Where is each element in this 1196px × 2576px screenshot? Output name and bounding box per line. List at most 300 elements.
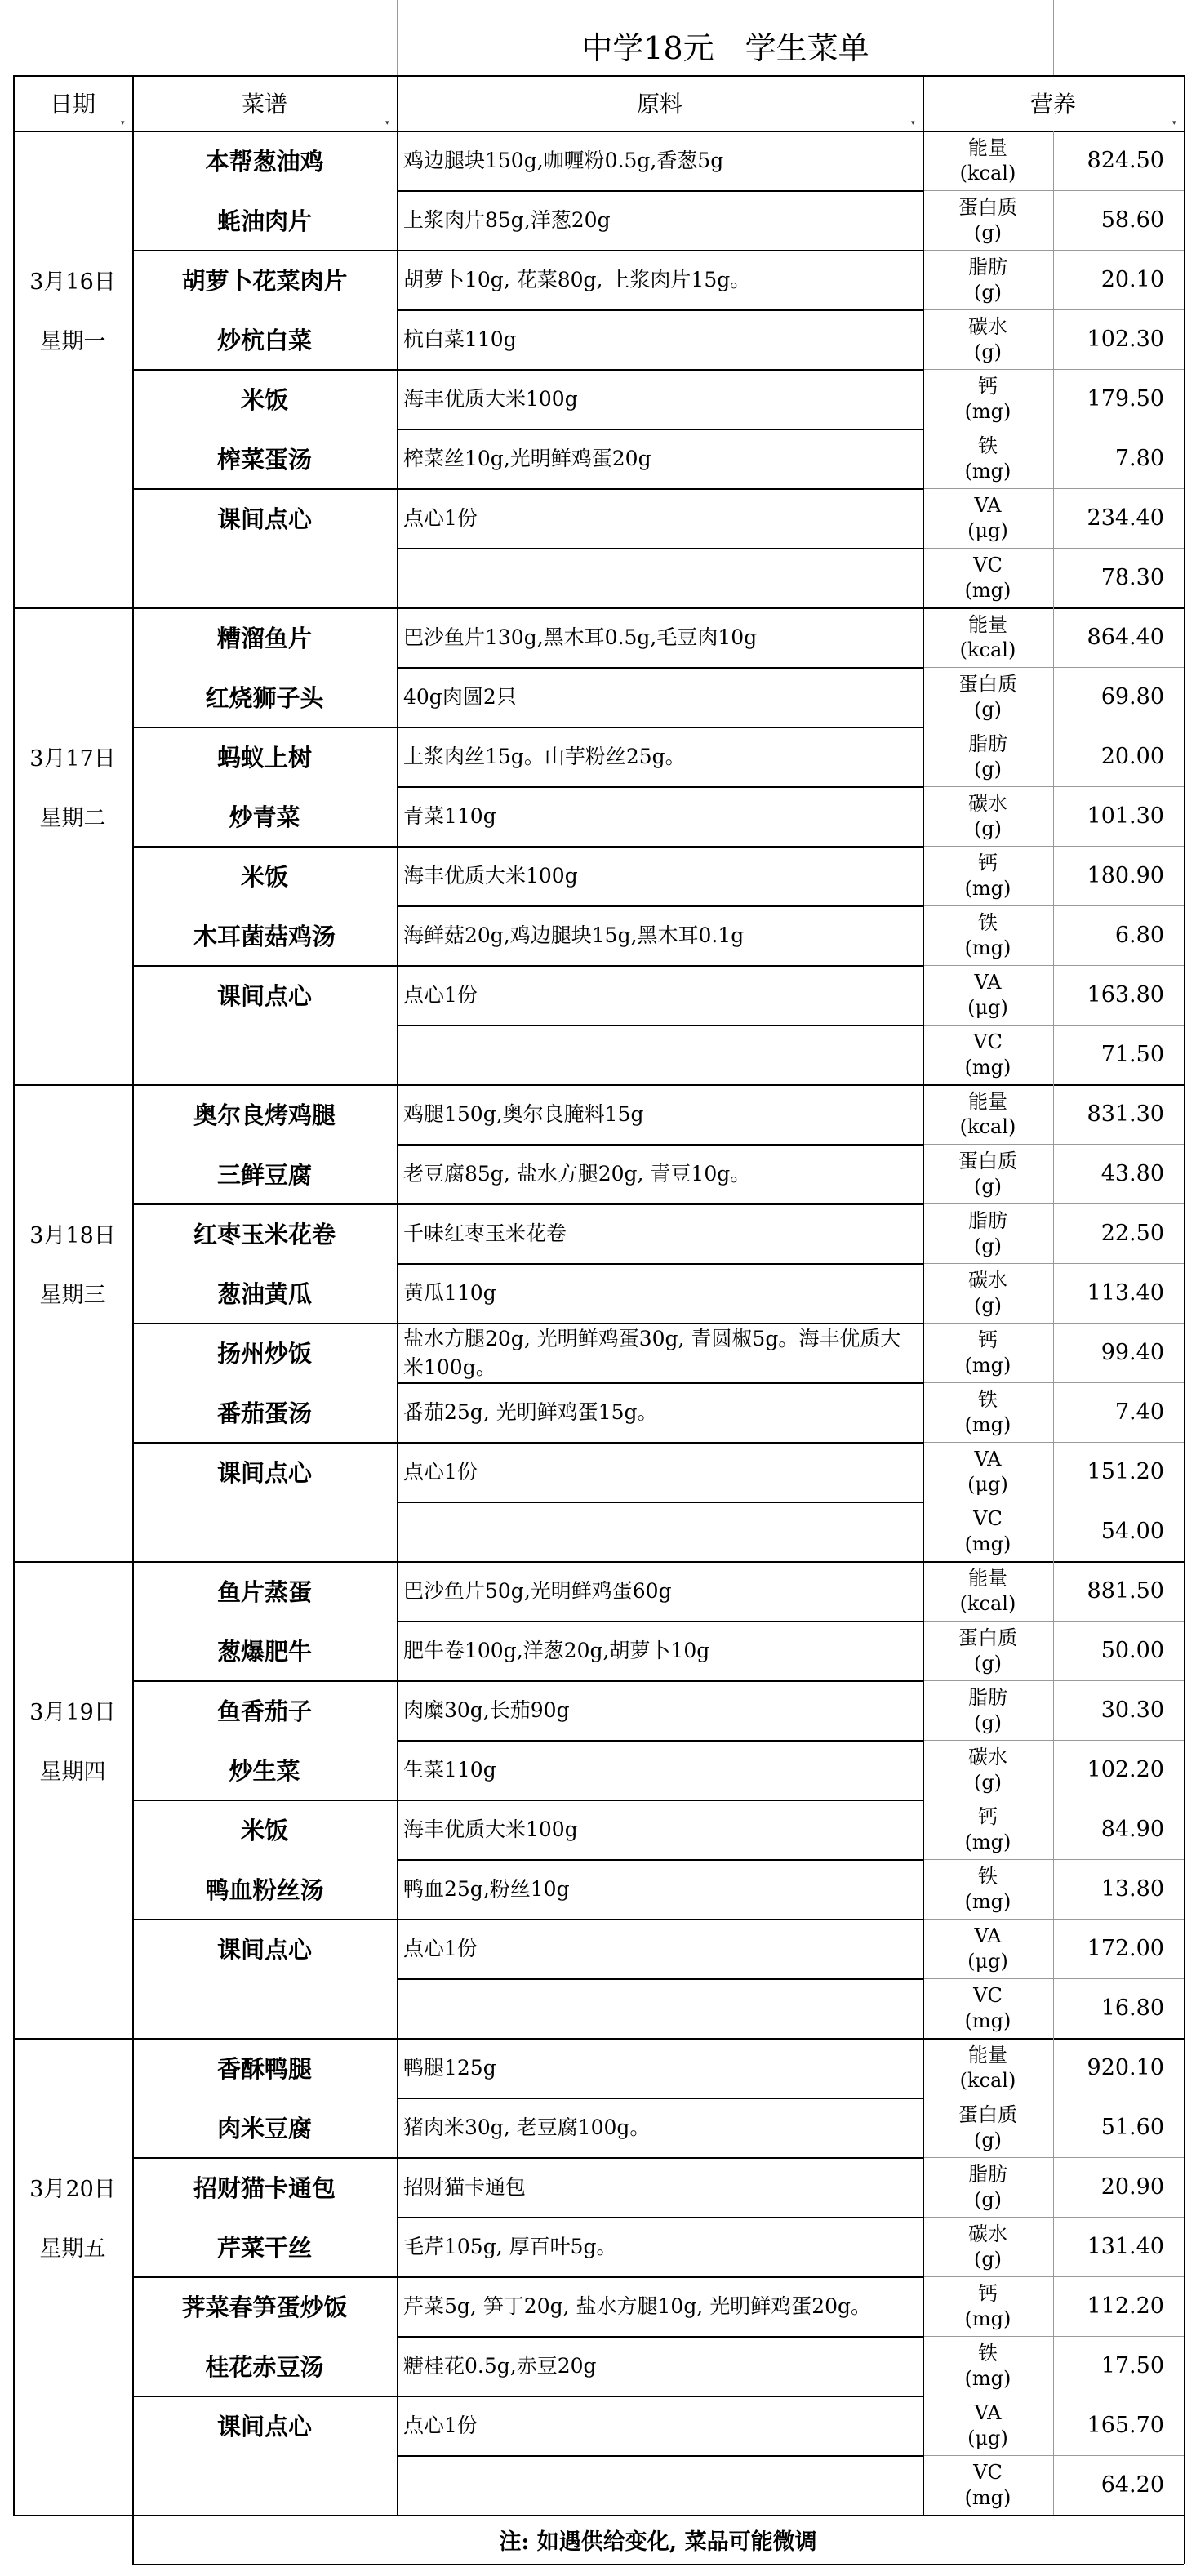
weekday-cell: 星期一 bbox=[39, 329, 106, 354]
grid-line bbox=[397, 190, 923, 192]
nutrient-unit: (mg) bbox=[964, 578, 1011, 602]
dish-name: 番茄蛋汤 bbox=[216, 1399, 312, 1427]
dish-name: 课间点心 bbox=[216, 982, 312, 1010]
nutrient-unit: (kcal) bbox=[959, 1591, 1016, 1615]
nutrient-label bbox=[923, 488, 1053, 548]
grid-line bbox=[132, 2396, 923, 2397]
ingredient-cell: 点心1份 bbox=[403, 506, 478, 530]
nutrient-label bbox=[923, 250, 1053, 309]
nutrient-label bbox=[923, 1263, 1053, 1323]
nutrient-unit: (mg) bbox=[964, 399, 1011, 423]
nutrient-label bbox=[923, 965, 1053, 1025]
nutrient-unit: (mg) bbox=[964, 1413, 1011, 1436]
ingredient-cell: 上浆肉丝15g。山芋粉丝25g。 bbox=[403, 745, 686, 768]
nutrient-name: 蛋白质 bbox=[958, 195, 1017, 219]
nutrient-value: 20.10 bbox=[1100, 267, 1164, 292]
grid-line bbox=[132, 369, 923, 371]
nutrient-unit: (kcal) bbox=[959, 161, 1016, 185]
ingredient-cell bbox=[397, 1502, 923, 1561]
nutrient-name: VC bbox=[973, 1983, 1003, 2007]
nutrient-name: 铁 bbox=[978, 1387, 998, 1411]
weekday-cell: 星期四 bbox=[39, 1760, 106, 1785]
nutrient-name: 钙 bbox=[978, 2281, 998, 2305]
grid-line bbox=[397, 786, 923, 788]
nutrient-unit: (mg) bbox=[964, 2366, 1011, 2390]
nutrient-value: 84.90 bbox=[1100, 1817, 1164, 1842]
ingredient-cell: 胡萝卜10g, 花菜80g, 上浆肉片15g。 bbox=[403, 268, 751, 291]
nutrient-label bbox=[923, 1740, 1053, 1800]
ingredient-cell: 点心1份 bbox=[403, 983, 478, 1007]
ingredient-cell: 生菜110g bbox=[403, 1758, 496, 1782]
nutrient-name: VA bbox=[974, 970, 1002, 994]
nutrient-unit: (mg) bbox=[964, 876, 1011, 900]
nutrient-value: 20.00 bbox=[1100, 744, 1164, 769]
grid-line bbox=[397, 1740, 923, 1742]
nutrient-value: 102.20 bbox=[1087, 1757, 1164, 1782]
nutrient-name: VA bbox=[974, 1924, 1002, 1947]
dish-name: 葱爆肥牛 bbox=[216, 1638, 312, 1666]
nutrient-name: 铁 bbox=[978, 910, 998, 934]
dish-name: 炒生菜 bbox=[229, 1757, 300, 1785]
nutrient-name: 脂肪 bbox=[968, 1685, 1007, 1709]
ingredient-cell: 盐水方腿20g, 光明鲜鸡蛋30g, 青圆椒5g。海丰优质大米100g。 bbox=[403, 1326, 901, 1379]
date-cell: 3月20日 bbox=[29, 2177, 116, 2202]
dish-name bbox=[132, 1502, 397, 1561]
nutrient-label bbox=[923, 548, 1053, 607]
ingredient-cell: 点心1份 bbox=[403, 1460, 478, 1484]
nutrient-unit: (mg) bbox=[964, 2307, 1011, 2330]
nutrient-name: 钙 bbox=[978, 374, 998, 398]
dish-name: 课间点心 bbox=[216, 505, 312, 533]
dish-name: 蚝油肉片 bbox=[216, 207, 312, 235]
grid-line bbox=[132, 1442, 923, 1444]
dish-name bbox=[132, 1978, 397, 2038]
dish-name: 肉米豆腐 bbox=[216, 2115, 312, 2142]
dish-name: 炒杭白菜 bbox=[216, 327, 312, 354]
nutrient-value: 831.30 bbox=[1087, 1101, 1164, 1127]
nutrient-label bbox=[923, 2098, 1053, 2157]
ingredient-cell: 海丰优质大米100g bbox=[403, 864, 578, 888]
nutrient-name: 脂肪 bbox=[968, 732, 1007, 755]
nutrient-label bbox=[923, 1502, 1053, 1561]
dish-name: 蚂蚁上树 bbox=[216, 744, 312, 772]
filter-dropdown-icon[interactable]: ▾ bbox=[121, 119, 125, 127]
ingredient-cell: 千味红枣玉米花卷 bbox=[403, 1221, 567, 1245]
ingredient-cell: 黄瓜110g bbox=[403, 1281, 496, 1305]
nutrient-label bbox=[923, 1084, 1053, 1144]
nutrient-value: 7.40 bbox=[1114, 1399, 1164, 1425]
dish-name: 招财猫卡通包 bbox=[193, 2174, 336, 2202]
nutrient-unit: (kcal) bbox=[959, 1114, 1016, 1138]
grid-line bbox=[132, 75, 134, 2564]
nutrient-unit: (mg) bbox=[964, 1532, 1011, 1555]
grid-line bbox=[397, 2455, 923, 2457]
grid-line bbox=[132, 965, 923, 967]
ingredient-cell: 肉糜30g,长茄90g bbox=[403, 1698, 570, 1722]
dish-name: 鸭血粉丝汤 bbox=[205, 1876, 324, 1904]
nutrient-label bbox=[923, 846, 1053, 905]
date-cell: 3月18日 bbox=[29, 1223, 116, 1248]
nutrient-label bbox=[923, 1561, 1053, 1621]
nutrient-name: 铁 bbox=[978, 2341, 998, 2365]
nutrient-unit: (g) bbox=[973, 816, 1003, 840]
dish-name: 米饭 bbox=[240, 386, 288, 414]
nutrient-unit: (g) bbox=[973, 1174, 1003, 1198]
nutrient-name: 能量 bbox=[968, 1089, 1007, 1113]
header-date: 日期 bbox=[49, 91, 96, 118]
grid-line bbox=[397, 0, 398, 75]
nutrient-name: 铁 bbox=[978, 1864, 998, 1888]
nutrient-unit: (g) bbox=[973, 1234, 1003, 1257]
page-title: 中学18元 学生菜单 bbox=[581, 29, 869, 66]
header-dish: 菜谱 bbox=[241, 91, 287, 118]
grid-line bbox=[132, 1323, 923, 1324]
nutrient-unit: (mg) bbox=[964, 2009, 1011, 2032]
nutrient-unit: (mg) bbox=[964, 1830, 1011, 1853]
grid-line bbox=[13, 75, 1184, 77]
nutrient-name: 蛋白质 bbox=[958, 1149, 1017, 1172]
nutrient-value: 58.60 bbox=[1100, 207, 1164, 233]
nutrient-value: 102.30 bbox=[1087, 327, 1164, 352]
nutrient-unit: (g) bbox=[973, 697, 1003, 721]
ingredient-cell: 芹菜5g, 笋丁20g, 盐水方腿10g, 光明鲜鸡蛋20g。 bbox=[403, 2294, 872, 2318]
nutrient-name: 钙 bbox=[978, 1328, 998, 1351]
grid-line bbox=[397, 1263, 923, 1265]
ingredient-cell: 鸡腿150g,奥尔良腌料15g bbox=[403, 1102, 644, 1126]
ingredient-cell: 40g肉圆2只 bbox=[403, 685, 517, 709]
dish-name: 荠菜春笋蛋炒饭 bbox=[181, 2293, 348, 2321]
nutrient-label bbox=[923, 1382, 1053, 1442]
nutrient-unit: (mg) bbox=[964, 1353, 1011, 1377]
nutrient-label bbox=[923, 667, 1053, 727]
grid-line bbox=[1053, 0, 1054, 75]
dish-name: 鱼片蒸蛋 bbox=[216, 1578, 312, 1606]
nutrient-unit: (g) bbox=[973, 1711, 1003, 1734]
nutrient-label bbox=[923, 607, 1053, 667]
nutrient-unit: (mg) bbox=[964, 459, 1011, 483]
grid-line bbox=[132, 2564, 1184, 2565]
nutrient-value: 151.20 bbox=[1087, 1459, 1164, 1484]
dish-name: 葱油黄瓜 bbox=[216, 1280, 312, 1308]
nutrient-label bbox=[923, 727, 1053, 786]
nutrient-name: VC bbox=[973, 2460, 1003, 2484]
nutrient-unit: (kcal) bbox=[959, 2068, 1016, 2092]
nutrient-value: 22.50 bbox=[1100, 1221, 1164, 1246]
ingredient-cell: 鸡边腿块150g,咖喱粉0.5g,香葱5g bbox=[403, 149, 724, 172]
nutrient-name: VC bbox=[973, 553, 1003, 576]
nutrient-label bbox=[923, 2455, 1053, 2515]
ingredient-cell: 巴沙鱼片130g,黑木耳0.5g,毛豆肉10g bbox=[403, 625, 758, 649]
nutrient-name: 钙 bbox=[978, 851, 998, 874]
nutrient-unit: (mg) bbox=[964, 1889, 1011, 1913]
dish-name: 桂花赤豆汤 bbox=[205, 2353, 324, 2381]
nutrient-value: 54.00 bbox=[1100, 1519, 1164, 1544]
nutrient-label bbox=[923, 1800, 1053, 1859]
date-cell: 3月16日 bbox=[29, 269, 116, 295]
dish-name: 鱼香茄子 bbox=[216, 1697, 312, 1725]
nutrient-label bbox=[923, 1919, 1053, 1978]
filter-dropdown-icon[interactable]: ▾ bbox=[911, 119, 915, 127]
nutrient-label bbox=[923, 1621, 1053, 1680]
nutrient-name: 蛋白质 bbox=[958, 1626, 1017, 1649]
nutrient-unit: (g) bbox=[973, 340, 1003, 363]
nutrient-label bbox=[923, 190, 1053, 250]
dish-name: 香酥鸭腿 bbox=[216, 2055, 312, 2083]
nutrient-unit: (g) bbox=[973, 2247, 1003, 2271]
grid-line bbox=[397, 2098, 923, 2099]
nutrient-name: 蛋白质 bbox=[958, 2102, 1017, 2126]
nutrient-label bbox=[923, 1978, 1053, 2038]
nutrient-name: 碳水 bbox=[968, 791, 1007, 815]
nutrient-value: 16.80 bbox=[1100, 1995, 1164, 2021]
ingredient-cell: 招财猫卡通包 bbox=[403, 2175, 527, 2199]
nutrient-value: 163.80 bbox=[1087, 982, 1164, 1008]
dish-name: 糟溜鱼片 bbox=[216, 625, 312, 652]
ingredient-cell: 番茄25g, 光明鲜鸡蛋15g。 bbox=[403, 1400, 658, 1424]
grid-line bbox=[397, 75, 398, 2515]
dish-name: 红烧狮子头 bbox=[205, 684, 324, 712]
nutrient-unit: (g) bbox=[973, 2187, 1003, 2211]
nutrient-unit: (μg) bbox=[967, 995, 1008, 1019]
nutrient-value: 180.90 bbox=[1087, 863, 1164, 888]
grid-line bbox=[1053, 131, 1054, 2515]
dish-name: 本帮葱油鸡 bbox=[205, 148, 324, 176]
nutrient-value: 6.80 bbox=[1114, 923, 1164, 948]
ingredient-cell: 毛芹105g, 厚百叶5g。 bbox=[403, 2235, 617, 2258]
dish-name bbox=[132, 548, 397, 607]
grid-line bbox=[13, 131, 1184, 132]
header-nutrition: 营养 bbox=[1029, 91, 1076, 118]
nutrient-name: VC bbox=[973, 1506, 1003, 1530]
grid-line bbox=[13, 75, 15, 2515]
grid-line bbox=[132, 2276, 923, 2278]
nutrient-value: 101.30 bbox=[1087, 803, 1164, 829]
nutrient-value: 69.80 bbox=[1100, 684, 1164, 710]
date-cell: 3月17日 bbox=[29, 746, 116, 772]
dish-name: 米饭 bbox=[240, 863, 288, 891]
ingredient-cell bbox=[397, 1025, 923, 1084]
nutrient-value: 234.40 bbox=[1087, 505, 1164, 531]
nutrient-value: 50.00 bbox=[1100, 1638, 1164, 1663]
grid-line bbox=[397, 548, 923, 549]
nutrient-name: VA bbox=[974, 493, 1002, 517]
nutrient-name: VA bbox=[974, 2400, 1002, 2424]
nutrient-label bbox=[923, 2157, 1053, 2217]
nutrient-name: 蛋白质 bbox=[958, 672, 1017, 696]
ingredient-cell: 猪肉米30g, 老豆腐100g。 bbox=[403, 2116, 651, 2139]
dish-name: 三鲜豆腐 bbox=[216, 1161, 312, 1189]
nutrient-unit: (g) bbox=[973, 1293, 1003, 1317]
dish-name: 炒青菜 bbox=[229, 803, 300, 831]
grid-line bbox=[397, 2217, 923, 2218]
nutrient-name: 碳水 bbox=[968, 2222, 1007, 2245]
nutrient-label bbox=[923, 369, 1053, 429]
nutrient-name: 铁 bbox=[978, 434, 998, 457]
grid-line bbox=[132, 2157, 923, 2159]
header-ingredients: 原料 bbox=[636, 91, 682, 118]
nutrient-name: 碳水 bbox=[968, 314, 1007, 338]
nutrient-label bbox=[923, 131, 1053, 190]
nutrient-label bbox=[923, 2217, 1053, 2276]
ingredient-cell: 上浆肉片85g,洋葱20g bbox=[403, 208, 611, 232]
grid-line bbox=[132, 1919, 923, 1920]
ingredient-cell: 点心1份 bbox=[403, 2414, 478, 2437]
nutrient-unit: (μg) bbox=[967, 1949, 1008, 1973]
ingredient-cell: 点心1份 bbox=[403, 1937, 478, 1960]
nutrient-name: VA bbox=[974, 1447, 1002, 1470]
grid-line bbox=[397, 2336, 923, 2338]
dish-name: 米饭 bbox=[240, 1817, 288, 1844]
grid-line bbox=[397, 905, 923, 907]
nutrient-unit: (mg) bbox=[964, 2485, 1011, 2509]
nutrient-value: 43.80 bbox=[1100, 1161, 1164, 1186]
nutrient-value: 824.50 bbox=[1087, 148, 1164, 173]
weekday-cell: 星期五 bbox=[39, 2236, 106, 2262]
grid-line bbox=[132, 250, 923, 251]
ingredient-cell: 老豆腐85g, 盐水方腿20g, 青豆10g。 bbox=[403, 1162, 751, 1186]
nutrient-value: 51.60 bbox=[1100, 2115, 1164, 2140]
dish-name: 扬州炒饭 bbox=[216, 1340, 312, 1368]
nutrient-unit: (g) bbox=[973, 220, 1003, 244]
grid-line bbox=[923, 75, 924, 2515]
nutrient-unit: (g) bbox=[973, 2128, 1003, 2151]
grid-line bbox=[397, 1859, 923, 1861]
grid-line bbox=[397, 1025, 923, 1026]
ingredient-cell: 青菜110g bbox=[403, 804, 496, 828]
nutrient-unit: (μg) bbox=[967, 518, 1008, 542]
nutrient-label bbox=[923, 1203, 1053, 1263]
grid-line bbox=[397, 1144, 923, 1146]
nutrient-name: 碳水 bbox=[968, 1745, 1007, 1768]
ingredient-cell: 糖桂花0.5g,赤豆20g bbox=[403, 2354, 597, 2378]
nutrient-unit: (μg) bbox=[967, 1472, 1008, 1496]
nutrient-unit: (g) bbox=[973, 757, 1003, 781]
nutrient-value: 112.20 bbox=[1087, 2293, 1164, 2319]
grid-line bbox=[132, 727, 923, 728]
nutrient-value: 864.40 bbox=[1087, 625, 1164, 650]
dish-name bbox=[132, 1025, 397, 1084]
nutrient-name: 钙 bbox=[978, 1804, 998, 1828]
grid-line bbox=[132, 1800, 923, 1801]
ingredient-cell bbox=[397, 2455, 923, 2515]
nutrient-name: 能量 bbox=[968, 1566, 1007, 1590]
nutrient-value: 71.50 bbox=[1100, 1042, 1164, 1067]
ingredient-cell: 海丰优质大米100g bbox=[403, 387, 578, 411]
filter-dropdown-icon[interactable]: ▾ bbox=[1172, 119, 1176, 127]
nutrient-value: 881.50 bbox=[1087, 1578, 1164, 1604]
nutrient-unit: (g) bbox=[973, 1770, 1003, 1794]
filter-dropdown-icon[interactable]: ▾ bbox=[385, 119, 389, 127]
grid-line bbox=[132, 488, 923, 490]
nutrient-value: 20.90 bbox=[1100, 2174, 1164, 2200]
nutrient-value: 165.70 bbox=[1087, 2413, 1164, 2438]
ingredient-cell: 巴沙鱼片50g,光明鲜鸡蛋60g bbox=[403, 1579, 672, 1603]
nutrient-label bbox=[923, 2396, 1053, 2455]
nutrient-name: 脂肪 bbox=[968, 1208, 1007, 1232]
grid-line bbox=[132, 1680, 923, 1682]
dish-name: 胡萝卜花菜肉片 bbox=[181, 267, 348, 295]
nutrient-value: 30.30 bbox=[1100, 1697, 1164, 1723]
ingredient-cell: 鸭血25g,粉丝10g bbox=[403, 1877, 570, 1901]
nutrient-name: 能量 bbox=[968, 136, 1007, 159]
nutrient-value: 17.50 bbox=[1100, 2353, 1164, 2378]
nutrient-name: 脂肪 bbox=[968, 2162, 1007, 2186]
nutrient-value: 13.80 bbox=[1100, 1876, 1164, 1902]
nutrient-label bbox=[923, 2276, 1053, 2336]
nutrient-label bbox=[923, 786, 1053, 846]
nutrient-name: 能量 bbox=[968, 2043, 1007, 2067]
nutrient-value: 78.30 bbox=[1100, 565, 1164, 590]
grid-line bbox=[132, 1203, 923, 1205]
nutrient-label bbox=[923, 429, 1053, 488]
nutrient-value: 172.00 bbox=[1087, 1936, 1164, 1961]
nutrient-unit: (mg) bbox=[964, 1055, 1011, 1079]
nutrient-label bbox=[923, 1680, 1053, 1740]
grid-line bbox=[397, 309, 923, 311]
ingredient-cell: 鸭腿125g bbox=[403, 2056, 496, 2080]
nutrient-value: 99.40 bbox=[1100, 1340, 1164, 1365]
nutrient-label bbox=[923, 1025, 1053, 1084]
nutrient-label bbox=[923, 1442, 1053, 1502]
grid-line bbox=[1184, 75, 1185, 2564]
weekday-cell: 星期二 bbox=[39, 806, 106, 831]
nutrient-label bbox=[923, 2336, 1053, 2396]
nutrient-label bbox=[923, 1859, 1053, 1919]
nutrient-label bbox=[923, 1144, 1053, 1203]
dish-name: 课间点心 bbox=[216, 1936, 312, 1964]
nutrient-label bbox=[923, 2038, 1053, 2098]
ingredient-cell bbox=[397, 548, 923, 607]
nutrient-name: VC bbox=[973, 1030, 1003, 1053]
nutrient-value: 920.10 bbox=[1087, 2055, 1164, 2080]
nutrient-value: 131.40 bbox=[1087, 2234, 1164, 2259]
dish-name: 红枣玉米花卷 bbox=[193, 1221, 336, 1248]
ingredient-cell: 海丰优质大米100g bbox=[403, 1817, 578, 1841]
grid-line bbox=[397, 1502, 923, 1503]
dish-name: 芹菜干丝 bbox=[216, 2234, 312, 2262]
nutrient-value: 7.80 bbox=[1114, 446, 1164, 471]
dish-name: 木耳菌菇鸡汤 bbox=[193, 923, 336, 950]
nutrient-label bbox=[923, 1323, 1053, 1382]
grid-line bbox=[132, 846, 923, 848]
grid-line bbox=[397, 1621, 923, 1622]
grid-line bbox=[397, 429, 923, 430]
nutrient-value: 179.50 bbox=[1087, 386, 1164, 412]
grid-line bbox=[397, 1382, 923, 1384]
dish-name: 榨菜蛋汤 bbox=[216, 446, 312, 474]
nutrient-value: 64.20 bbox=[1100, 2472, 1164, 2498]
nutrient-label bbox=[923, 905, 1053, 965]
nutrient-value: 113.40 bbox=[1087, 1280, 1164, 1306]
nutrient-unit: (μg) bbox=[967, 2426, 1008, 2449]
weekday-cell: 星期三 bbox=[39, 1283, 106, 1308]
nutrient-name: 碳水 bbox=[968, 1268, 1007, 1292]
nutrient-unit: (mg) bbox=[964, 936, 1011, 959]
ingredient-cell bbox=[397, 1978, 923, 2038]
nutrient-unit: (g) bbox=[973, 280, 1003, 304]
grid-line bbox=[397, 667, 923, 669]
ingredient-cell: 杭白菜110g bbox=[403, 327, 517, 351]
nutrient-name: 能量 bbox=[968, 612, 1007, 636]
grid-line bbox=[397, 1978, 923, 1980]
ingredient-cell: 榨菜丝10g,光明鲜鸡蛋20g bbox=[403, 447, 651, 470]
nutrient-unit: (kcal) bbox=[959, 638, 1016, 661]
footnote: 注: 如遇供给变化, 菜品可能微调 bbox=[499, 2529, 817, 2555]
nutrient-unit: (g) bbox=[973, 1651, 1003, 1675]
dish-name bbox=[132, 2455, 397, 2515]
dish-name: 奥尔良烤鸡腿 bbox=[193, 1101, 336, 1129]
nutrient-name: 脂肪 bbox=[968, 255, 1007, 278]
